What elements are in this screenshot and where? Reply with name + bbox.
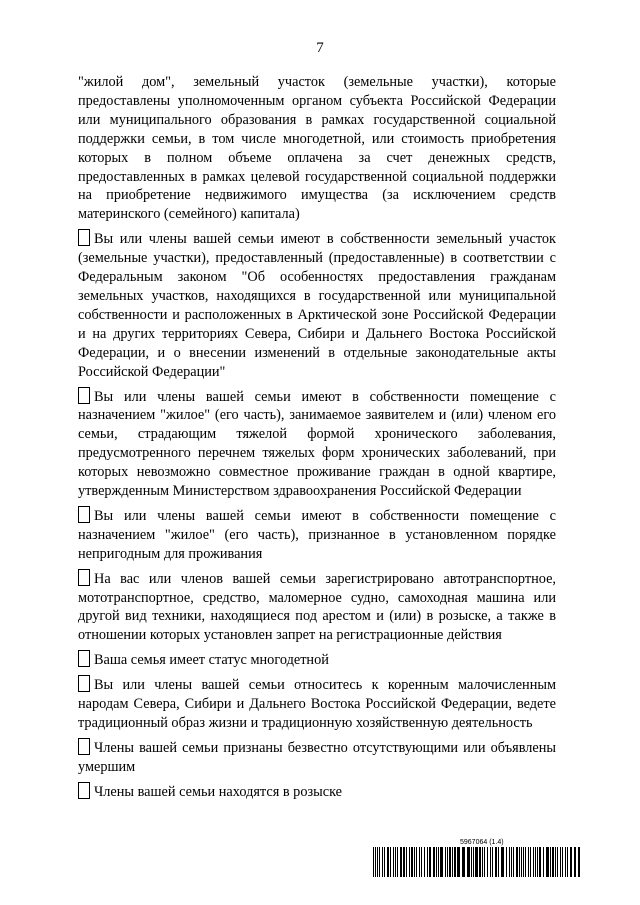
item-text: Ваша семья имеет статус многодетной	[94, 652, 329, 669]
barcode-icon	[373, 847, 580, 877]
checkbox-icon[interactable]	[78, 675, 90, 692]
checkbox-item-missing-deceased[interactable]	[78, 738, 556, 777]
checkbox-item-indigenous[interactable]	[78, 675, 556, 733]
checkbox-item-unfit-housing[interactable]	[78, 506, 556, 564]
item-text: Вы или члены вашей семьи относитесь к коренным малочисленным народам Севера, Сибири и Дальнего Востока Российской Федерации, ведете традиционный образ жизни и традиционную хозяйственную деятельность	[78, 677, 556, 731]
checkbox-item-chronic-disease[interactable]	[78, 387, 556, 501]
checkbox-item-land-arctic[interactable]	[78, 229, 556, 381]
item-text: Вы или члены вашей семьи имеют в собственности помещение с назначением "жилое" (его часть), занимаемое заявителем и (или) членом его семьи, страдающим тяжелой формой хронического заболевания, предусмотренного перечнем тяжелых форм хронических заболеваний, при которых невозможно совместное проживание граждан в одной квартире, утвержденным Министерством здравоохранения Российской Федерации	[78, 388, 556, 500]
checkbox-icon[interactable]	[78, 506, 90, 523]
intro-paragraph: "жилой дом", земельный участок (земельные участки), которые предоставлены уполномоченным органом субъекта Российской Федерации или муниципального образования в рамках государственной социальной поддержки семьи, в том числе многодетной, или стоимость приобретения которых в полном объеме оплачена за счет денежных средств, предоставленных в рамках целевой государственной социальной поддержки на приобретение недвижимого имущества (за исключением средств материнского (семейного) капитала)	[78, 74, 556, 223]
checkbox-icon[interactable]	[78, 229, 90, 246]
checkbox-icon[interactable]	[78, 387, 90, 404]
item-text: Вы или члены вашей семьи имеют в собственности земельный участок (земельные участки), предоставленный (предоставленные) в соответствии с Федеральным законом "Об особенностях предоставления гражданам земельных участков, находящихся в государственной или муниципальной собственности и расположенных в Арктической зоне Российской Федерации и на других территориях Севера, Сибири и Дальнего Востока Российской Федерации, и о внесении изменений в отдельные законодательные акты Российской Федерации"	[78, 231, 556, 380]
checkbox-icon[interactable]	[78, 782, 90, 799]
checkbox-item-vehicles-arrest[interactable]	[78, 569, 556, 646]
checkbox-icon[interactable]	[78, 650, 90, 667]
checkbox-item-large-family[interactable]	[78, 650, 556, 670]
item-text: На вас или членов вашей семьи зарегистрировано автотранспортное, мототранспортное, средство, маломерное судно, самоходная машина или другой вид техники, находящиеся под арестом и (или) в розыске, а также в отношении которых установлен запрет на регистрационные действия	[78, 570, 556, 644]
item-text: Вы или члены вашей семьи имеют в собственности помещение с назначением "жилое" (его часть), признанное в установленном порядке непригодным для проживания	[78, 507, 556, 562]
page-number: 7	[316, 40, 324, 56]
document-code: 5967064 (1.4)	[460, 839, 504, 846]
document-body	[78, 73, 556, 802]
checkbox-icon[interactable]	[78, 738, 90, 755]
checkbox-item-wanted[interactable]	[78, 782, 556, 802]
item-text: Члены вашей семьи признаны безвестно отсутствующими или объявлены умершим	[78, 739, 556, 775]
item-text: Члены вашей семьи находятся в розыске	[94, 783, 343, 800]
checkbox-icon[interactable]	[78, 569, 90, 586]
